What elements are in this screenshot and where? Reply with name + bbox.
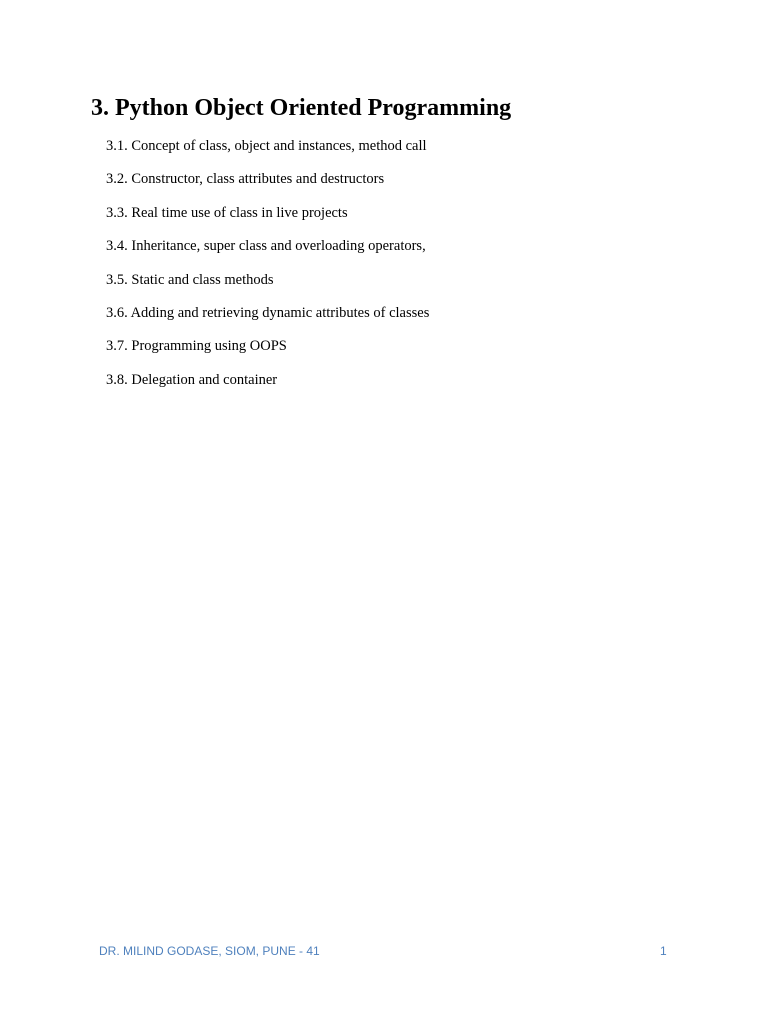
topic-item: 3.2. Constructor, class attributes and destructors [106,171,385,188]
topic-item: 3.5. Static and class methods [106,271,274,288]
chapter-heading: 3. Python Object Oriented Programming [91,95,512,121]
topic-item: 3.7. Programming using OOPS [106,338,287,355]
topic-item: 3.8. Delegation and container [106,371,278,388]
topic-list [106,136,429,403]
topic-item: 3.4. Inheritance, super class and overloading operators, [106,238,426,255]
footer-author: DR. MILIND GODASE, SIOM, PUNE - 41 [99,944,320,958]
page-number: 1 [660,944,667,958]
topic-item: 3.1. Concept of class, object and instances, method call [106,138,427,154]
topic-item: 3.3. Real time use of class in live projects [106,204,348,221]
topic-item: 3.6. Adding and retrieving dynamic attributes of classes [106,304,430,321]
